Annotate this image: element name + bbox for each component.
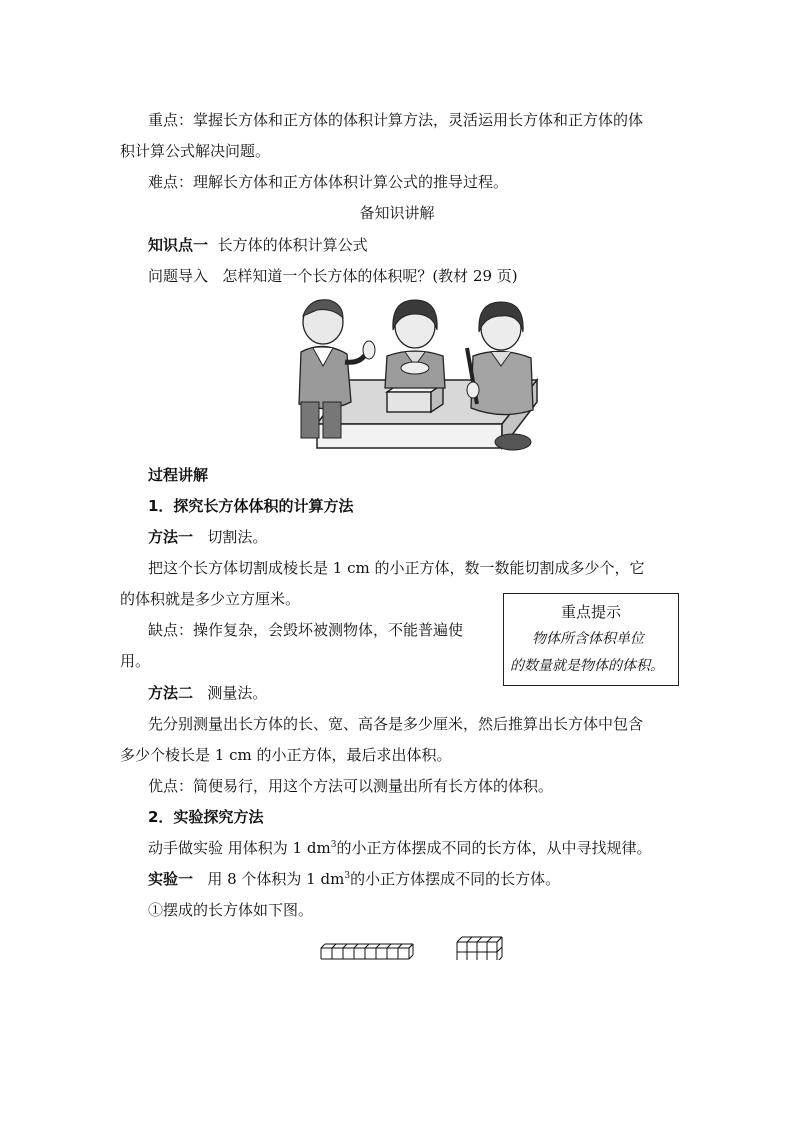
focus-line-1: 重点：掌握长方体和正方体的体积计算方法，灵活运用长方体和正方体的体: [148, 111, 644, 129]
key-tip-line-2: 的数量就是物体的体积。: [510, 658, 664, 674]
cube-edge: [343, 944, 347, 948]
step2-title: 2．实验探究方法: [148, 808, 264, 826]
advantage-line: 优点：简便易行，用这个方法可以测量出所有长方体的体积。: [148, 777, 554, 795]
cube-edge: [497, 947, 502, 952]
cube-edge: [398, 944, 402, 948]
method1-line: [148, 527, 267, 547]
cube-edge: [376, 944, 380, 948]
cube-edge: [354, 944, 358, 948]
method1-text: 切割法。: [207, 528, 268, 546]
cube-edge: [387, 944, 391, 948]
experiment1-sup: 3: [344, 871, 351, 881]
focus-line-2: 积计算公式解决问题。: [120, 142, 271, 160]
hands-on-sup: 3: [330, 840, 337, 850]
knowledge-point: [148, 235, 368, 255]
method1-label: 方法一: [148, 528, 194, 546]
method2-text: 测量法。: [207, 684, 268, 702]
experiment1-post: 的小正方体摆成不同的长方体。: [350, 870, 561, 888]
cube-edge: [497, 937, 502, 942]
experiment1-label: 实验一: [148, 870, 194, 888]
knowledge-point-text: 长方体的体积计算公式: [217, 236, 368, 254]
key-tip-title: 重点提示: [560, 603, 621, 621]
cube-edge: [365, 944, 369, 948]
cube-edge: [321, 944, 325, 948]
key-tip-box: [503, 593, 679, 686]
cuboid-2x4-icon: [456, 932, 508, 960]
hands-on-pre: 用体积为 1 dm: [223, 839, 331, 857]
cube-edge: [332, 944, 336, 948]
cuboid-1x8-icon: [320, 938, 420, 960]
process-title: 过程讲解: [148, 466, 209, 484]
disadvantage-line-2: 用。: [120, 652, 151, 670]
method1-desc-line-1: 把这个长方体切割成棱长是 1 cm 的小正方体，数一数能切割成多少个，它: [148, 559, 645, 577]
experiment1-line: [148, 869, 560, 889]
intro-line: [148, 266, 518, 286]
hands-on-label: 动手做实验: [148, 839, 224, 857]
method2-line: [148, 683, 267, 703]
method1-desc-line-2: 的体积就是多少立方厘米。: [120, 590, 301, 608]
method2-desc-line-2: 多少个棱长是 1 cm 的小正方体，最后求出体积。: [120, 746, 452, 764]
disadvantage-line-1: 缺点：操作复杂，会毁坏被测物体，不能普遍使: [148, 621, 464, 639]
key-tip-line-1: 物体所含体积单位: [532, 631, 644, 647]
method2-desc-line-1: 先分别测量出长方体的长、宽、高各是多少厘米，然后推算出长方体中包含: [148, 715, 644, 733]
cube-edge: [467, 937, 472, 942]
experiment1-pre: 用 8 个体积为 1 dm: [207, 870, 345, 888]
cube-edge: [409, 955, 413, 959]
difficulty-line: 难点：理解长方体和正方体体积计算公式的推导过程。: [148, 173, 509, 191]
figure-caption: ①摆成的长方体如下图。: [148, 901, 314, 919]
knowledge-point-label: 知识点一: [148, 236, 209, 254]
cube-edge: [487, 937, 492, 942]
cube-edge: [409, 944, 413, 948]
section-title: 备知识讲解: [359, 204, 435, 222]
method2-label: 方法二: [148, 684, 194, 702]
cube-edge: [497, 957, 502, 960]
hands-on-post: 的小正方体摆成不同的长方体，从中寻找规律。: [336, 839, 652, 857]
step1-title: 1．探究长方体体积的计算方法: [148, 497, 354, 515]
hands-on-line: [148, 838, 651, 858]
students-measuring-box-illustration: [287, 292, 547, 454]
cube-edge: [457, 937, 462, 942]
cube-edge: [477, 937, 482, 942]
intro-label: 问题导入: [148, 267, 209, 285]
intro-text: 怎样知道一个长方体的体积呢？(教材 29 页): [222, 267, 518, 285]
